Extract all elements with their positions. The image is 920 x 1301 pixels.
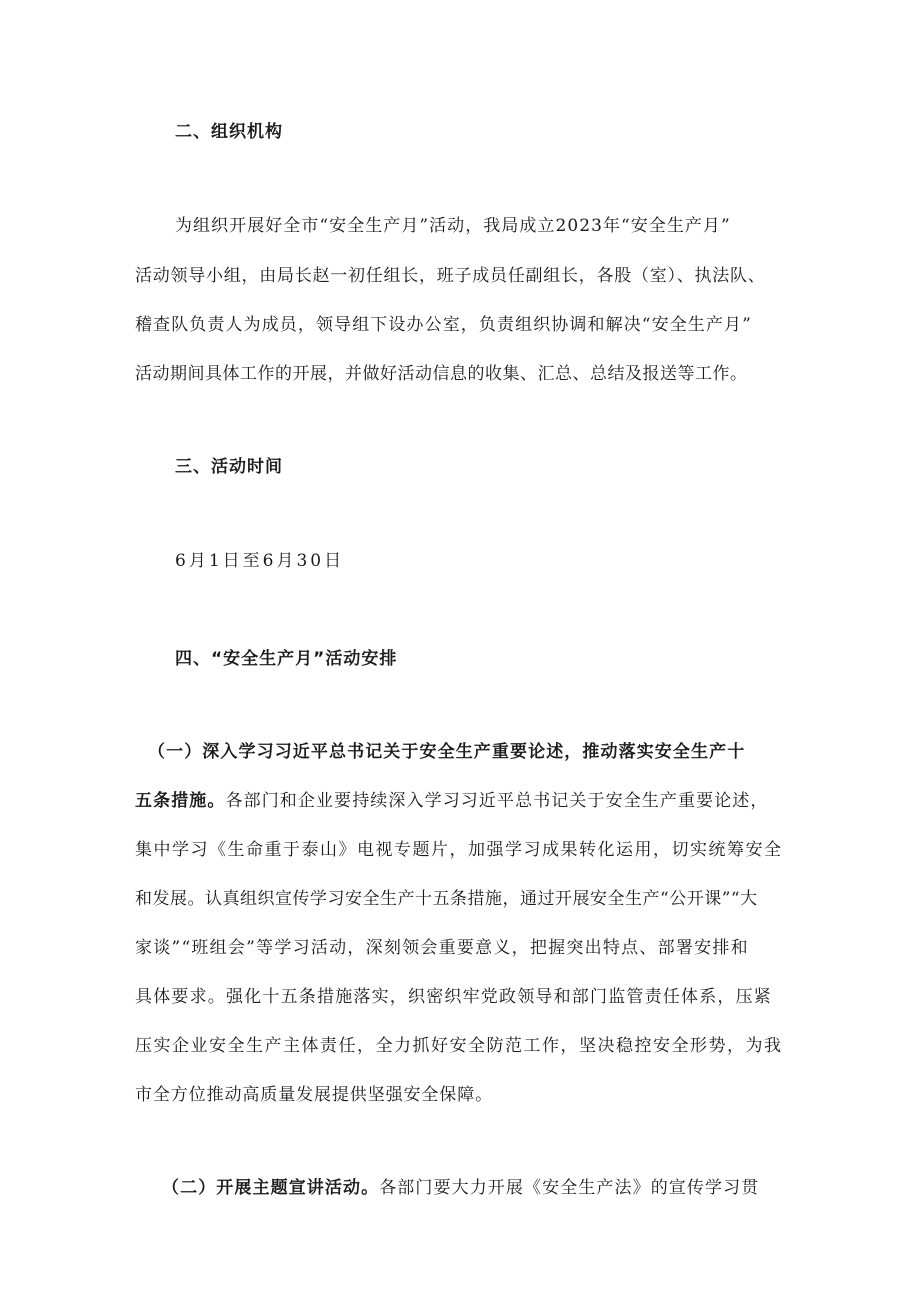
- item1-title: （一）深入学习习近平总书记关于安全生产重要论述，推动落实安全生产十: [148, 742, 746, 762]
- activity-date: 6月1日至6月30日: [175, 551, 345, 571]
- item1-body-start: 各部门和企业要持续深入学习习近平总书记关于安全生产重要论述，: [225, 791, 769, 811]
- section-heading-organization: 二、组织机构: [175, 122, 283, 142]
- paragraph-line: 市全方位推动高质量发展提供坚强安全保障。: [135, 1085, 493, 1105]
- paragraph-line: 活动期间具体工作的开展，并做好活动信息的收集、汇总、总结及报送等工作。: [135, 364, 748, 384]
- item2-title: （二）开展主题宣讲活动。: [162, 1178, 380, 1198]
- section-heading-time: 三、活动时间: [175, 457, 283, 477]
- paragraph-line: 和发展。认真组织宣传学习安全生产十五条措施，通过开展安全生产“公开课”“大: [135, 889, 758, 909]
- paragraph-line: 集中学习《生命重于泰山》电视专题片，加强学习成果转化运用，切实统筹安全: [135, 840, 783, 860]
- item1-title-end: 五条措施。: [135, 791, 226, 811]
- item2-body-start: 各部门要大力开展《安全生产法》的宣传学习贯: [379, 1178, 760, 1198]
- section-heading-arrangement: 四、“安全生产月”活动安排: [175, 649, 398, 669]
- paragraph-line: 具体要求。强化十五条措施落实，织密织牢党政领导和部门监管责任体系，压紧: [135, 987, 772, 1007]
- paragraph-line: 家谈”“班组会”等学习活动，深刻领会重要意义，把握突出特点、部署安排和: [135, 938, 749, 958]
- paragraph-line: [135, 789, 769, 813]
- item2-line: [162, 1176, 759, 1200]
- paragraph-line: 活动领导小组，由局长赵一初任组长，班子成员任副组长，各股（室）、执法队、: [135, 266, 766, 286]
- paragraph-line: 稽查队负责人为成员，领导组下设办公室，负责组织协调和解决“安全生产月”: [135, 315, 752, 335]
- paragraph-line: 为组织开展好全市“安全生产月”活动，我局成立2023年“安全生产月”: [175, 216, 731, 236]
- paragraph-line: 压实企业安全生产主体责任，全力抓好安全防范工作，坚决稳控安全形势，为我: [135, 1036, 783, 1056]
